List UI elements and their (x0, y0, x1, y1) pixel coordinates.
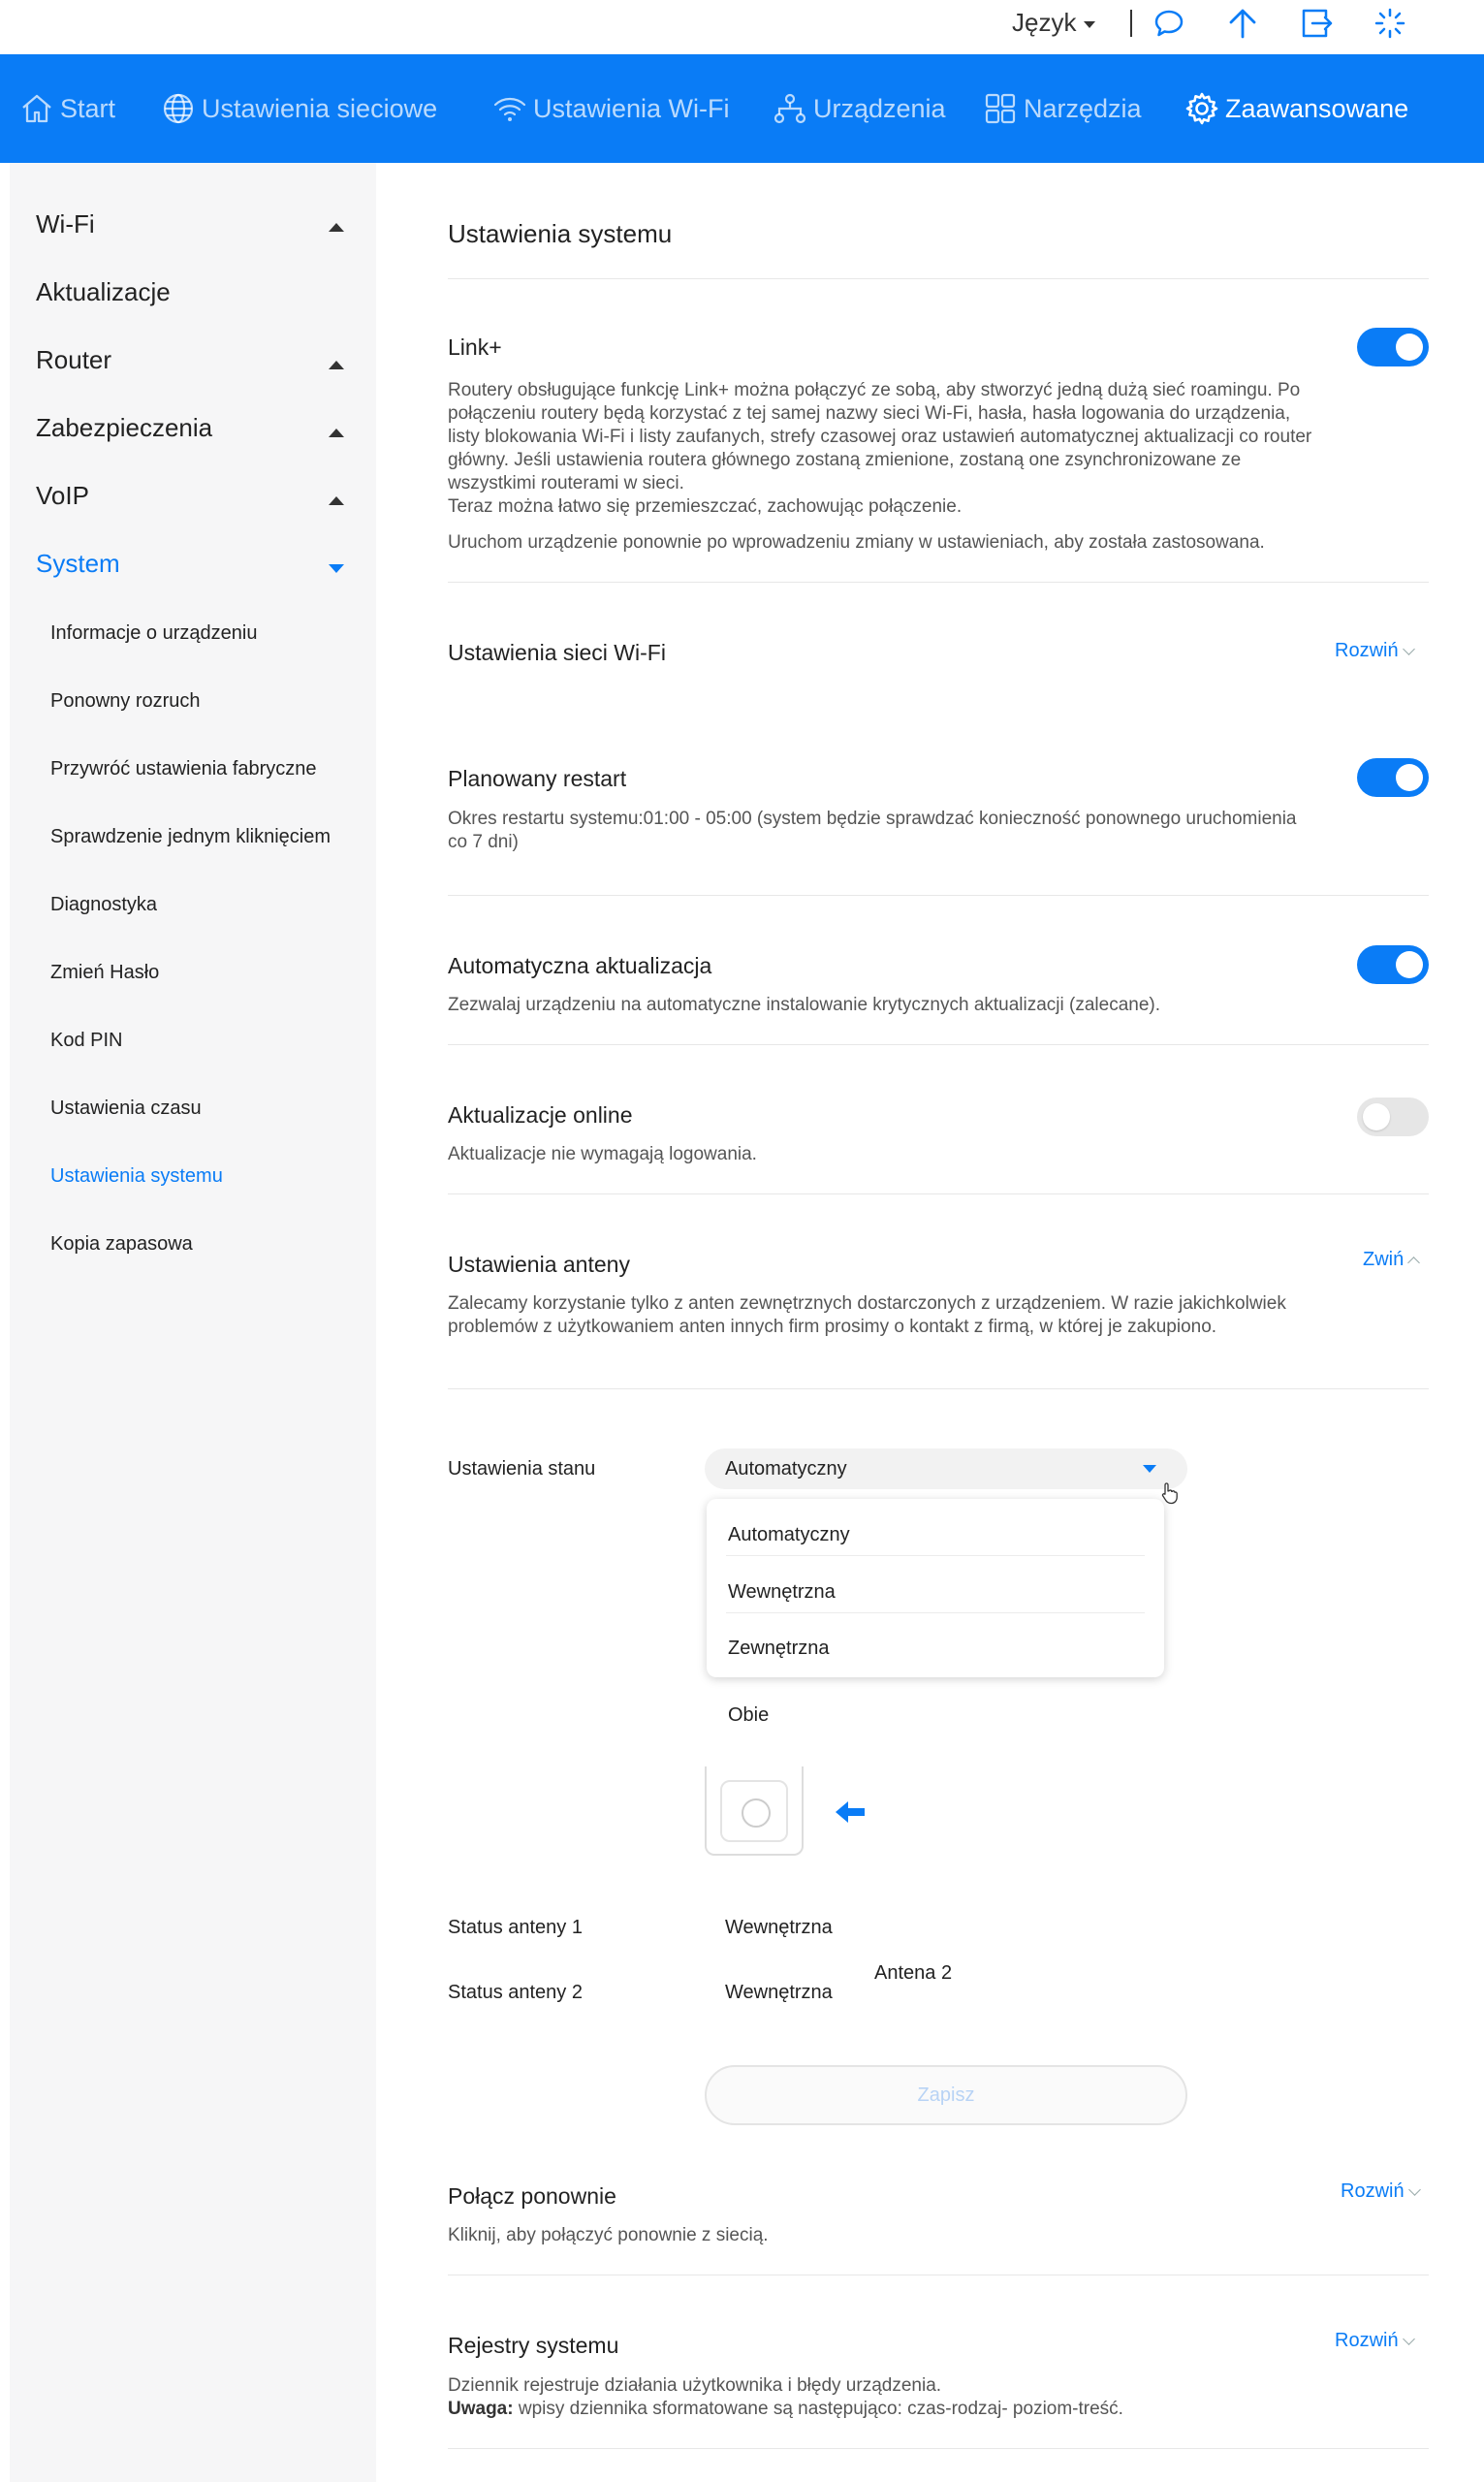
antenna-settings-title: Ustawienia anteny (448, 1252, 630, 1277)
antenna-state-value: Automatyczny (725, 1457, 847, 1480)
chevron-down-icon (1403, 643, 1415, 655)
logout-icon[interactable] (1299, 6, 1334, 41)
antenna-2-status-label: Status anteny 2 (448, 1982, 583, 2003)
dropdown-option-both[interactable]: Obie (728, 1704, 770, 1726)
auto-update-description: Zezwalaj urządzeniu na automatyczne instalowanie krytycznych aktualizacji (zalecane). (448, 995, 1161, 1015)
antenna-connector-icon (742, 1798, 771, 1828)
main-navigation (0, 54, 1484, 163)
nav-tools[interactable] (983, 54, 1142, 163)
language-selector[interactable] (1012, 8, 1095, 38)
divider (726, 1612, 1145, 1613)
chat-icon[interactable] (1152, 6, 1186, 41)
chevron-up-icon[interactable] (329, 361, 344, 369)
wifi-settings-title: Ustawienia sieci Wi-Fi (448, 640, 666, 665)
sidebar-subitem-device-info[interactable]: Informacje o urządzeniu (50, 622, 258, 644)
arrow-left-icon (834, 1799, 867, 1825)
nav-label: Ustawienia sieciowe (202, 93, 438, 123)
divider (726, 1555, 1145, 1556)
dropdown-option-automatic[interactable]: Automatyczny (728, 1524, 850, 1545)
online-updates-description: Aktualizacje nie wymagają logowania. (448, 1144, 757, 1164)
antenna-1-status-value: Wewnętrzna (725, 1917, 833, 1938)
divider (448, 1388, 1429, 1389)
wifi-settings-expand-link[interactable] (1335, 640, 1413, 662)
system-logs-description: Dziennik rejestruje działania użytkownika i błędy urządzenia. (448, 2375, 942, 2396)
antenna-state-select[interactable] (705, 1448, 1187, 1489)
nav-label: Zaawansowane (1225, 93, 1409, 123)
antenna-state-label: Ustawienia stanu (448, 1458, 596, 1480)
sidebar-subitem-diagnostics[interactable]: Diagnostyka (50, 894, 158, 915)
chevron-up-icon[interactable] (329, 429, 344, 437)
note-label: Uwaga: (448, 2399, 514, 2419)
hand-cursor-icon (1159, 1481, 1179, 1505)
linkplus-description: Routery obsługujące funkcję Link+ można połączyć ze sobą, aby stworzyć jedną dużą sieć roamingu. Po połączeniu routery będą korzystać z tej samej nazwy sieci Wi-Fi, hasła, hasła logowania do urządzenia, listy blokowania Wi-Fi i listy zaufanych, strefy czasowej oraz ustawień automatycznej aktualizacji co router główny. Jeśli ustawienia routera głównego zostaną zmienione, zostaną one zsynchronizowane ze wszystkimi routerami w sieci. (448, 380, 1312, 493)
auto-update-title: Automatyczna aktualizacja (448, 953, 712, 978)
wifi-icon (492, 91, 527, 126)
scheduled-restart-title: Planowany restart (448, 766, 627, 791)
antenna-collapse-link[interactable] (1363, 1249, 1418, 1271)
save-button[interactable]: Zapisz (705, 2065, 1187, 2125)
reconnect-title: Połącz ponownie (448, 2183, 616, 2209)
antenna-port (720, 1780, 788, 1842)
sidebar-item-wifi[interactable]: Wi-Fi (36, 209, 95, 239)
divider (448, 278, 1429, 279)
system-logs-note (448, 2398, 1320, 2421)
upload-icon[interactable] (1225, 6, 1260, 41)
collapse-label: Zwiń (1363, 1249, 1405, 1270)
divider (448, 2448, 1429, 2449)
chevron-down-icon (1143, 1465, 1156, 1473)
antenna-2-label: Antena 2 (874, 1962, 953, 1984)
divider (1130, 10, 1132, 37)
sidebar-subitem-system-settings[interactable]: Ustawienia systemu (50, 1165, 223, 1187)
reconnect-expand-link[interactable] (1341, 2180, 1419, 2203)
nav-network-settings[interactable] (161, 54, 437, 163)
sidebar-subitem-one-click-check[interactable]: Sprawdzenie jednym kliknięciem (50, 826, 332, 847)
linkplus-title: Link+ (448, 334, 502, 360)
gear-icon (1184, 91, 1219, 126)
sidebar-item-updates[interactable]: Aktualizacje (36, 277, 171, 306)
devices-icon (773, 91, 807, 126)
chevron-up-icon (1407, 1257, 1420, 1269)
dropdown-option-external[interactable]: Zewnętrzna (728, 1638, 830, 1659)
sidebar-subitem-factory-reset[interactable]: Przywróć ustawienia fabryczne (50, 758, 317, 780)
chevron-down-icon (1084, 21, 1095, 28)
expand-label: Rozwiń (1335, 2330, 1399, 2351)
note-text: wpisy dziennika sformatowane są następująco: czas-rodzaj- poziom-treść. (513, 2399, 1123, 2419)
sidebar-subitem-reboot[interactable]: Ponowny rozruch (50, 690, 201, 712)
language-label: Język (1012, 8, 1077, 37)
sidebar-item-router[interactable]: Router (36, 345, 112, 374)
sidebar-item-system[interactable]: System (36, 549, 120, 578)
loading-icon[interactable] (1373, 6, 1407, 41)
globe-icon (161, 91, 196, 126)
divider (448, 582, 1429, 583)
sidebar-subitem-pin-code[interactable]: Kod PIN (50, 1030, 123, 1051)
home-icon (19, 91, 54, 126)
nav-start[interactable] (19, 54, 115, 163)
nav-label: Ustawienia Wi-Fi (533, 93, 730, 123)
linkplus-toggle[interactable] (1357, 328, 1429, 366)
sidebar-item-voip[interactable]: VoIP (36, 481, 89, 510)
expand-label: Rozwiń (1335, 640, 1399, 661)
antenna-state-dropdown (707, 1499, 1164, 1677)
divider (448, 895, 1429, 896)
chevron-up-icon[interactable] (329, 223, 344, 232)
scheduled-restart-description: Okres restartu systemu:01:00 - 05:00 (system będzie sprawdzać konieczność ponownego uruchomienia co 7 dni) (448, 809, 1297, 852)
nav-label: Start (60, 93, 116, 123)
linkplus-description-roaming: Teraz można łatwo się przemieszczać, zachowując połączenie. (448, 496, 963, 517)
chevron-down-icon (1403, 2333, 1415, 2345)
dropdown-option-internal[interactable]: Wewnętrzna (728, 1581, 836, 1603)
utility-bar (0, 0, 1484, 54)
nav-label: Urządzenia (813, 93, 946, 123)
auto-update-toggle[interactable] (1357, 945, 1429, 984)
divider (448, 1044, 1429, 1045)
chevron-up-icon[interactable] (329, 496, 344, 505)
system-logs-expand-link[interactable] (1335, 2330, 1413, 2352)
online-updates-toggle[interactable] (1357, 1098, 1429, 1136)
antenna-description: Zalecamy korzystanie tylko z anten zewnętrznych dostarczonych z urządzeniem. W razie jakichkolwiek problemów z użytkowaniem anten innych firm prosimy o kontakt z firmą, w której je zakupiono. (448, 1293, 1286, 1337)
reconnect-description: Kliknij, aby połączyć ponownie z siecią. (448, 2225, 769, 2245)
sidebar-item-security[interactable]: Zabezpieczenia (36, 413, 213, 442)
sidebar (10, 163, 376, 2482)
page-title: Ustawienia systemu (448, 219, 673, 248)
nav-devices[interactable] (773, 54, 946, 163)
grid-icon (983, 91, 1018, 126)
online-updates-title: Aktualizacje online (448, 1102, 633, 1128)
chevron-down-icon[interactable] (329, 564, 344, 573)
antenna-2-status-value: Wewnętrzna (725, 1982, 833, 2003)
antenna-diagram (705, 1766, 804, 1856)
scheduled-restart-toggle[interactable] (1357, 758, 1429, 797)
nav-label: Narzędzia (1024, 93, 1142, 123)
antenna-1-status-label: Status anteny 1 (448, 1917, 583, 1938)
sidebar-subitem-time-settings[interactable]: Ustawienia czasu (50, 1098, 202, 1119)
chevron-down-icon (1408, 2183, 1421, 2196)
system-logs-title: Rejestry systemu (448, 2333, 619, 2358)
sidebar-subitem-change-password[interactable]: Zmień Hasło (50, 962, 160, 983)
sidebar-subitem-backup[interactable]: Kopia zapasowa (50, 1233, 193, 1255)
divider (448, 1193, 1429, 1194)
expand-label: Rozwiń (1341, 2180, 1405, 2202)
nav-advanced[interactable] (1184, 54, 1408, 163)
nav-wifi-settings[interactable] (492, 54, 730, 163)
linkplus-restart-note: Uruchom urządzenie ponownie po wprowadzeniu zmiany w ustawieniach, aby została zastosowana. (448, 532, 1265, 553)
